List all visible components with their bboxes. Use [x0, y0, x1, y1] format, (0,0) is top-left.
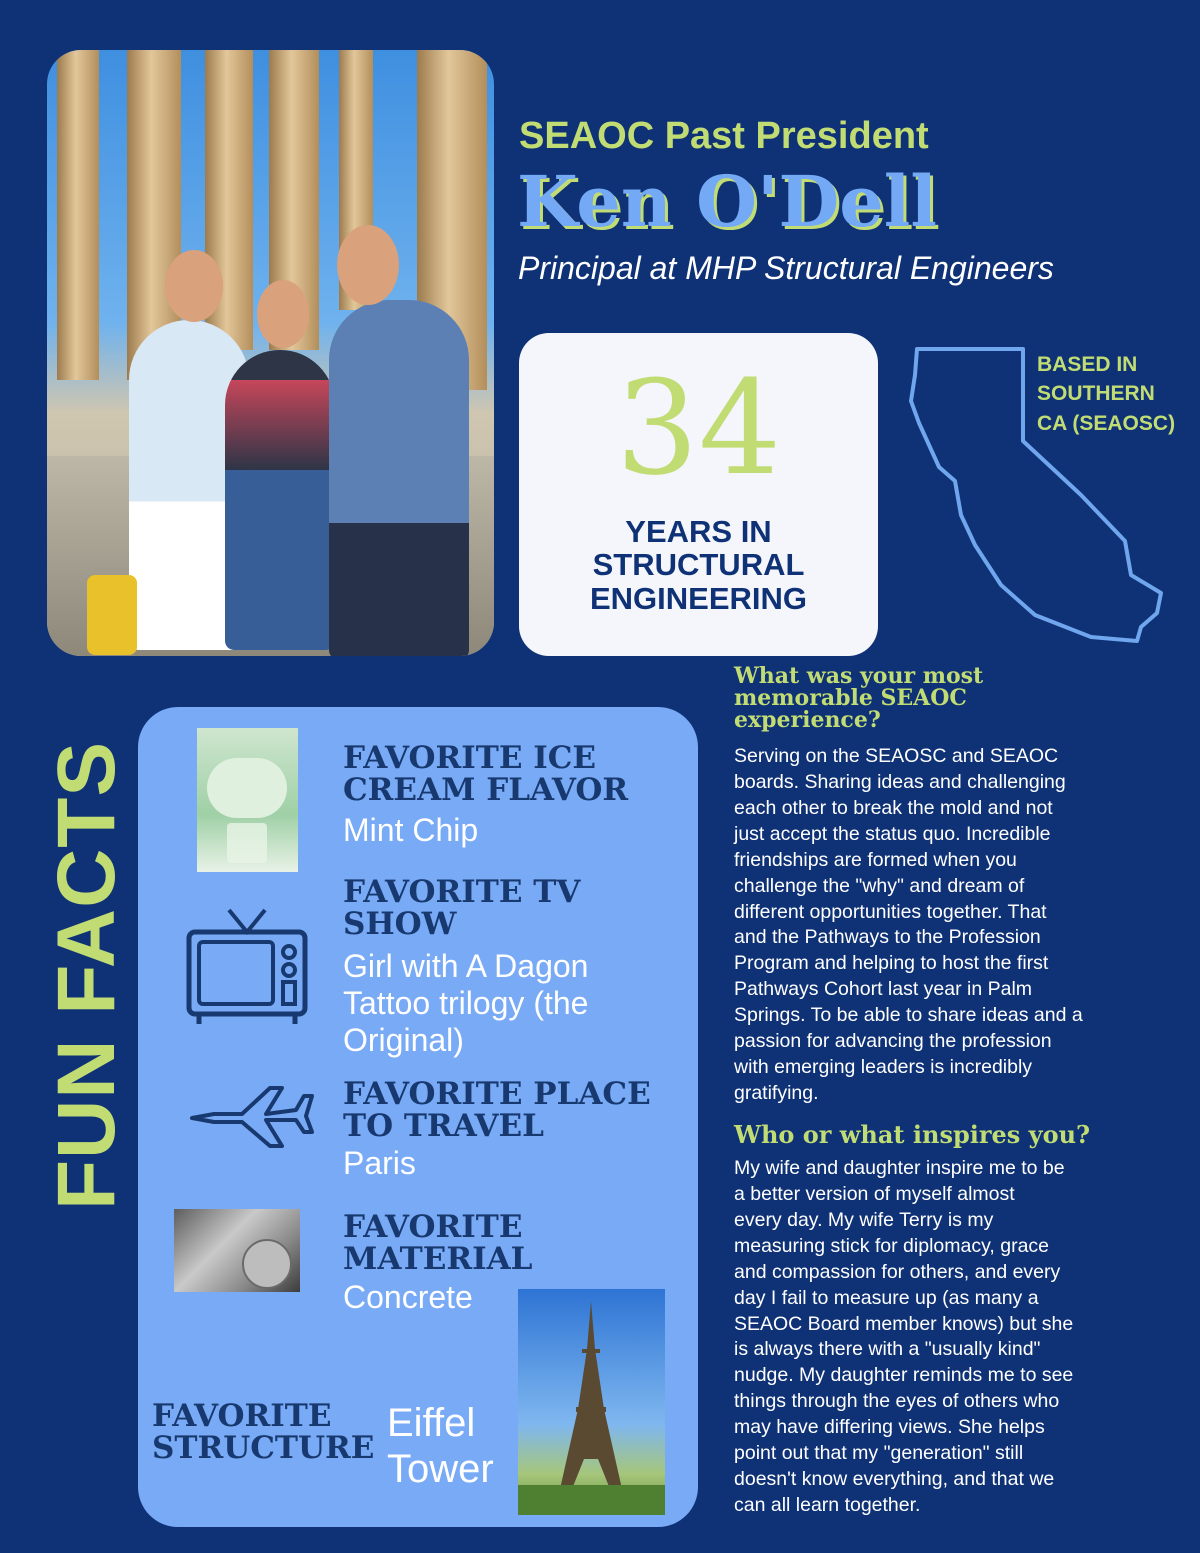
answer-line: gratifying. [734, 1081, 819, 1104]
answer-line: a better version of myself almost [734, 1182, 1015, 1205]
answer-inspires [734, 1156, 1073, 1519]
answer-line: day I fail to measure up (as many a [734, 1286, 1039, 1309]
question-line: experience? [734, 707, 881, 733]
years-line: STRUCTURAL [592, 547, 805, 583]
answer-line: My wife and daughter inspire me to be [734, 1157, 1065, 1179]
fun-facts-title: FUN FACTS [41, 740, 132, 1210]
fact-label-line: MATERIAL [343, 1240, 533, 1277]
eiffel-tower-icon [518, 1289, 665, 1515]
material-value: Concrete [343, 1279, 473, 1315]
airplane-icon [186, 1080, 316, 1150]
answer-line: Serving on the SEAOSC and SEAOC [734, 745, 1059, 767]
eiffel-tower-image [518, 1289, 665, 1515]
fact-label-line: FAVORITE [152, 1398, 332, 1434]
answer-line: may have differing views. She helps [734, 1416, 1045, 1439]
years-number: 34 [615, 352, 782, 504]
fact-label-line: FAVORITE ICE [343, 740, 597, 776]
question-memorable [734, 665, 983, 731]
concrete-image [174, 1209, 300, 1292]
fact-label-line: CREAM FLAVOR [343, 771, 629, 808]
answer-line: boards. Sharing ideas and challenging [734, 770, 1066, 793]
fact-label-line: TO TRAVEL [343, 1107, 544, 1144]
answer-line: with emerging leaders is incredibly [734, 1056, 1033, 1079]
answer-line: measuring stick for diplomacy, grace [734, 1234, 1050, 1257]
material-label [343, 1209, 533, 1277]
years-line: ENGINEERING [589, 580, 808, 616]
ice-cream-image [197, 728, 298, 872]
answer-line: just accept the status quo. Incredible [734, 822, 1051, 845]
answer-memorable [734, 744, 1083, 1107]
answer-line: passion for advancing the profession [734, 1030, 1052, 1053]
fact-value-line: Tattoo trilogy (the [343, 984, 589, 1021]
answer-line: SEAOC Board member knows) but she [734, 1312, 1074, 1335]
question-line: memorable SEAOC [734, 685, 967, 711]
answer-line: and compassion for others, and every [734, 1260, 1061, 1283]
subtitle: SEAOC Past President [519, 115, 929, 157]
structure-value [387, 1400, 494, 1492]
answer-line: Springs. To be able to share ideas and a [734, 1004, 1083, 1027]
travel-value: Paris [343, 1145, 416, 1181]
answer-line: Program and helping to host the first [734, 952, 1049, 975]
tv-show-label [343, 874, 581, 942]
fact-value-line: Tower [387, 1447, 494, 1491]
family-photo [47, 50, 494, 656]
job-title: Principal at MHP Structural Engineers [518, 250, 1054, 286]
fact-value-line: Eiffel [387, 1401, 476, 1445]
location-text [1037, 350, 1192, 438]
fact-label-line: STRUCTURE [152, 1429, 375, 1466]
person-name: Ken O'Dell [517, 160, 937, 243]
answer-line: friendships are formed when you [734, 848, 1017, 871]
years-line: YEARS IN [625, 514, 772, 549]
fact-label-line: FAVORITE TV [343, 874, 581, 910]
fact-label-line: SHOW [343, 905, 457, 942]
answer-line: is always there with a "usually kind" [734, 1338, 1041, 1361]
answer-line: each other to break the mold and not [734, 796, 1053, 819]
travel-label [343, 1076, 651, 1144]
answer-line: nudge. My daughter reminds me to see [734, 1364, 1074, 1387]
answer-line: different opportunities together. That [734, 900, 1047, 923]
tv-show-value [343, 948, 588, 1058]
structure-label [152, 1398, 375, 1466]
years-card [519, 333, 878, 656]
answer-line: Pathways Cohort last year in Palm [734, 978, 1033, 1001]
location-line: SOUTHERN [1037, 382, 1155, 406]
fact-label-line: FAVORITE PLACE [343, 1076, 651, 1112]
fact-value-line: Girl with A Dagon [343, 948, 589, 984]
fact-value-line: Original) [343, 1021, 464, 1058]
answer-line: challenge the "why" and dream of [734, 874, 1025, 897]
answer-line: things through the eyes of others who [734, 1390, 1060, 1413]
question-inspires: Who or what inspires you? [734, 1120, 1091, 1149]
ice-cream-value: Mint Chip [343, 812, 479, 848]
fact-label-line: FAVORITE [343, 1209, 523, 1245]
answer-line: doesn't know everything, and that we [734, 1468, 1055, 1491]
ice-cream-label [343, 740, 629, 808]
answer-line: every day. My wife Terry is my [734, 1208, 994, 1231]
answer-line: and the Pathways to the Profession [734, 926, 1041, 949]
location-line: CA (SEAOSC) [1037, 411, 1176, 435]
answer-line: point out that my "generation" still [734, 1442, 1024, 1465]
answer-line: can all learn together. [734, 1493, 921, 1516]
location-line: BASED IN [1037, 353, 1138, 376]
years-caption [559, 515, 838, 615]
question-line: What was your most [734, 663, 984, 689]
tv-icon [185, 906, 310, 1031]
